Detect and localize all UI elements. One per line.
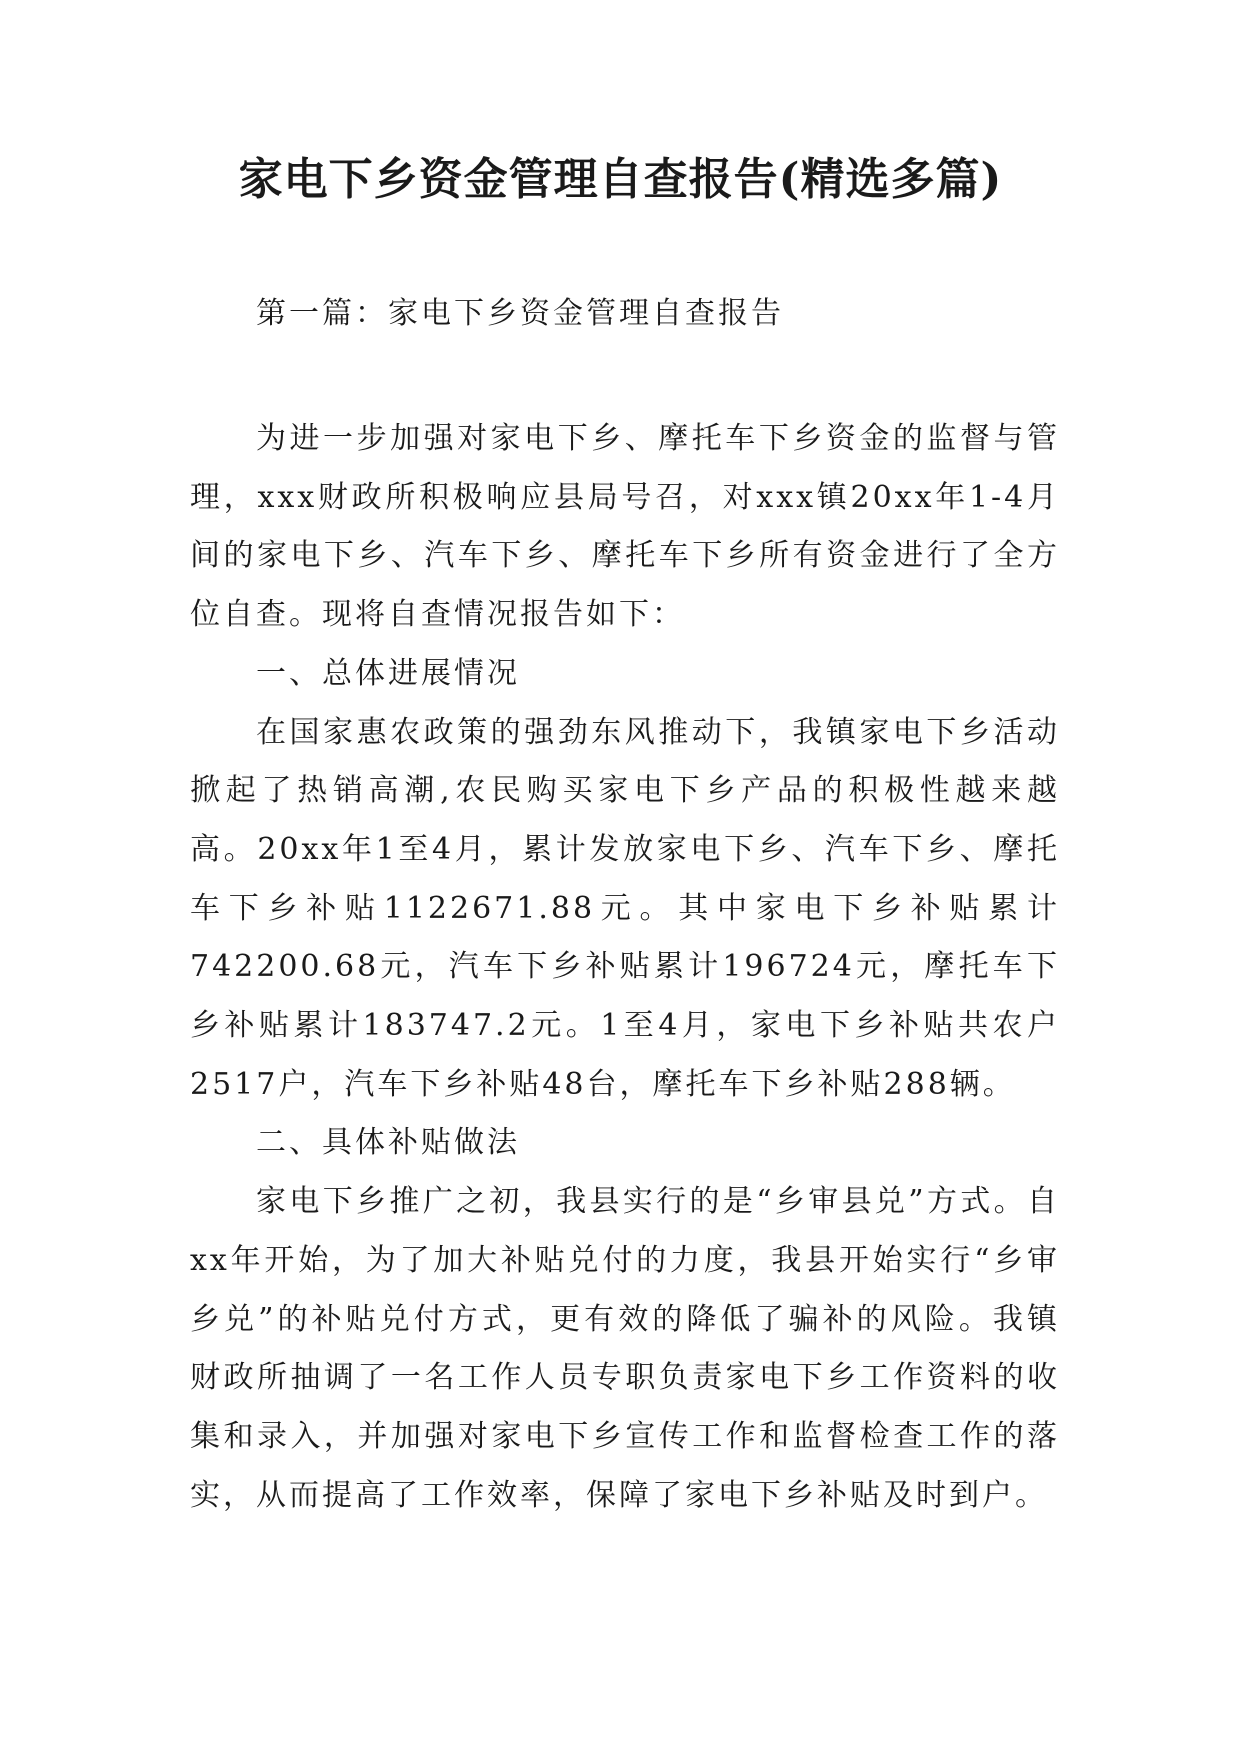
paragraph-progress: 在国家惠农政策的强劲东风推动下，我镇家电下乡活动掀起了热销高潮,农民购买家电下乡产品的积极性越来越高。20xx年1至4月，累计发放家电下乡、汽车下乡、摩托车下乡补贴1122671.88元。其中家电下乡补贴累计742200.68元，汽车下乡补贴累计196724元，摩托车下乡补贴累计183747.2元。1至4月，家电下乡补贴共农户2517户，汽车下乡补贴48台，摩托车下乡补贴288辆。 [190, 714, 1060, 1102]
heading-overall-progress: 一、总体进展情况 [256, 655, 520, 691]
heading-subsidy-method: 二、具体补贴做法 [256, 1125, 520, 1161]
paragraph-subsidy-method: 家电下乡推广之初，我县实行的是“乡审县兑”方式。自xx年开始，为了加大补贴兑付的力度，我县开始实行“乡审乡兑”的补贴兑付方式，更有效的降低了骗补的风险。我镇财政所抽调了一名工作人员专职负责家电下乡工作资料的收集和录入，并加强对家电下乡宣传工作和监督检查工作的落实，从而提高了工作效率，保障了家电下乡补贴及时到户。 [190, 1184, 1060, 1513]
section-title: 第一篇：家电下乡资金管理自查报告 [256, 296, 784, 331]
document-title: 家电下乡资金管理自查报告(精选多篇) [238, 154, 1003, 205]
paragraph-intro: 为进一步加强对家电下乡、摩托车下乡资金的监督与管理，xxx财政所积极响应县局号召，对xxx镇20xx年1-4月间的家电下乡、汽车下乡、摩托车下乡所有资金进行了全方位自查。现将自查情况报告如下： [190, 421, 1060, 633]
document-body [190, 410, 1060, 1525]
